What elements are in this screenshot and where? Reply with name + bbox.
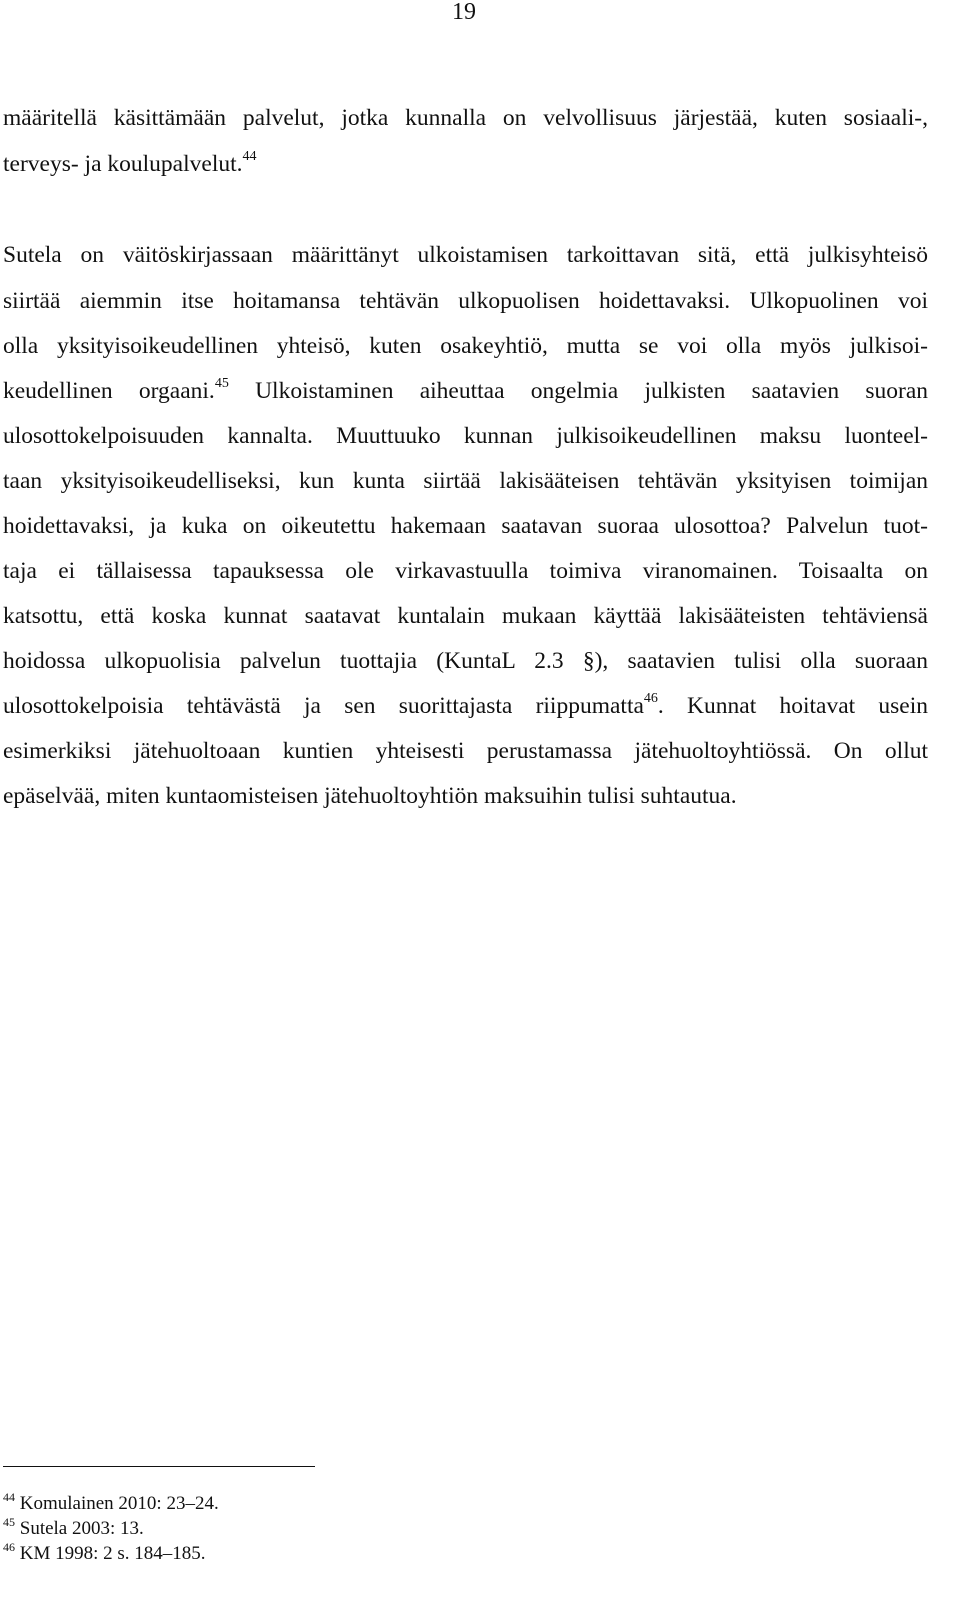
- paragraph2-line5: ulosottokelpoisuuden kannalta. Muuttuuko kunnan julkisoikeudellinen maksu luonteel-: [3, 423, 928, 449]
- footnote-44: [3, 1489, 219, 1515]
- page-number: 19: [452, 0, 476, 25]
- paragraph2-line4: [3, 376, 928, 406]
- footnote-ref-45[interactable]: 45: [214, 376, 229, 392]
- footnote-text: Sutela 2003: 13.: [15, 1518, 144, 1539]
- footnote-ref-46[interactable]: 46: [643, 691, 658, 707]
- footnote-number: 44: [3, 1489, 15, 1504]
- paragraph2-line8: taja ei tällaisessa tapauksessa ole virkavastuulla toimiva viranomainen. Toisaalta on: [3, 558, 928, 584]
- paragraph2-line11: [3, 691, 928, 721]
- paragraph1-line2: [3, 149, 257, 179]
- paragraph2-line9: katsottu, että koska kunnat saatavat kuntalain mukaan käyttää lakisääteisten tehtäviensä: [3, 603, 928, 629]
- paragraph2-line3: olla yksityisoikeudellinen yhteisö, kuten osakeyhtiö, mutta se voi olla myös julkisoi-: [3, 333, 928, 359]
- paragraph2-line12: esimerkiksi jätehuoltoaan kuntien yhteisesti perustamassa jätehuoltoyhtiössä. On ollut: [3, 738, 928, 764]
- paragraph2-line4-text-b: Ulkoistaminen aiheuttaa ongelmia julkisten saatavien suoran: [228, 378, 929, 404]
- paragraph2-line2: siirtää aiemmin itse hoitamansa tehtävän ulkopuolisen hoidettavaksi. Ulkopuolinen voi: [3, 288, 928, 314]
- paragraph2-line6: taan yksityisoikeudelliseksi, kun kunta siirtää lakisääteisen tehtävän yksityisen toimijan: [3, 468, 928, 494]
- footnote-46: [3, 1539, 206, 1565]
- paragraph2-line13: epäselvää, miten kuntaomisteisen jätehuoltoyhtiön maksuihin tulisi suhtautua.: [3, 783, 737, 809]
- paragraph2-line10: hoidossa ulkopuolisia palvelun tuottajia (KuntaL 2.3 §), saatavien tulisi olla suoraan: [3, 648, 928, 674]
- footnote-divider: [3, 1466, 315, 1467]
- footnote-text: KM 1998: 2 s. 184–185.: [15, 1543, 206, 1564]
- paragraph2-line11-text-a: ulosottokelpoisia tehtävästä ja sen suorittajasta riippumatta: [3, 693, 644, 719]
- footnote-45: [3, 1514, 144, 1540]
- paragraph2-line7: hoidettavaksi, ja kuka on oikeutettu hakemaan saatavan suoraa ulosottoa? Palvelun tuot-: [3, 513, 928, 539]
- paragraph1-line2-text: terveys- ja koulupalvelut.: [3, 151, 243, 177]
- footnote-number: 45: [3, 1514, 15, 1529]
- footnote-number: 46: [3, 1539, 15, 1554]
- paragraph2-line11-text-b: . Kunnat hoitavat usein: [657, 693, 929, 719]
- paragraph1-line1: määritellä käsittämään palvelut, jotka kunnalla on velvollisuus järjestää, kuten sosiaali-,: [3, 105, 928, 131]
- footnote-ref-44[interactable]: 44: [242, 149, 257, 165]
- footnote-text: Komulainen 2010: 23–24.: [15, 1493, 219, 1514]
- paragraph2-line4-text-a: keudellinen orgaani.: [3, 378, 215, 404]
- paragraph2-line1: Sutela on väitöskirjassaan määrittänyt ulkoistamisen tarkoittavan sitä, että julkisyhteisö: [3, 242, 928, 268]
